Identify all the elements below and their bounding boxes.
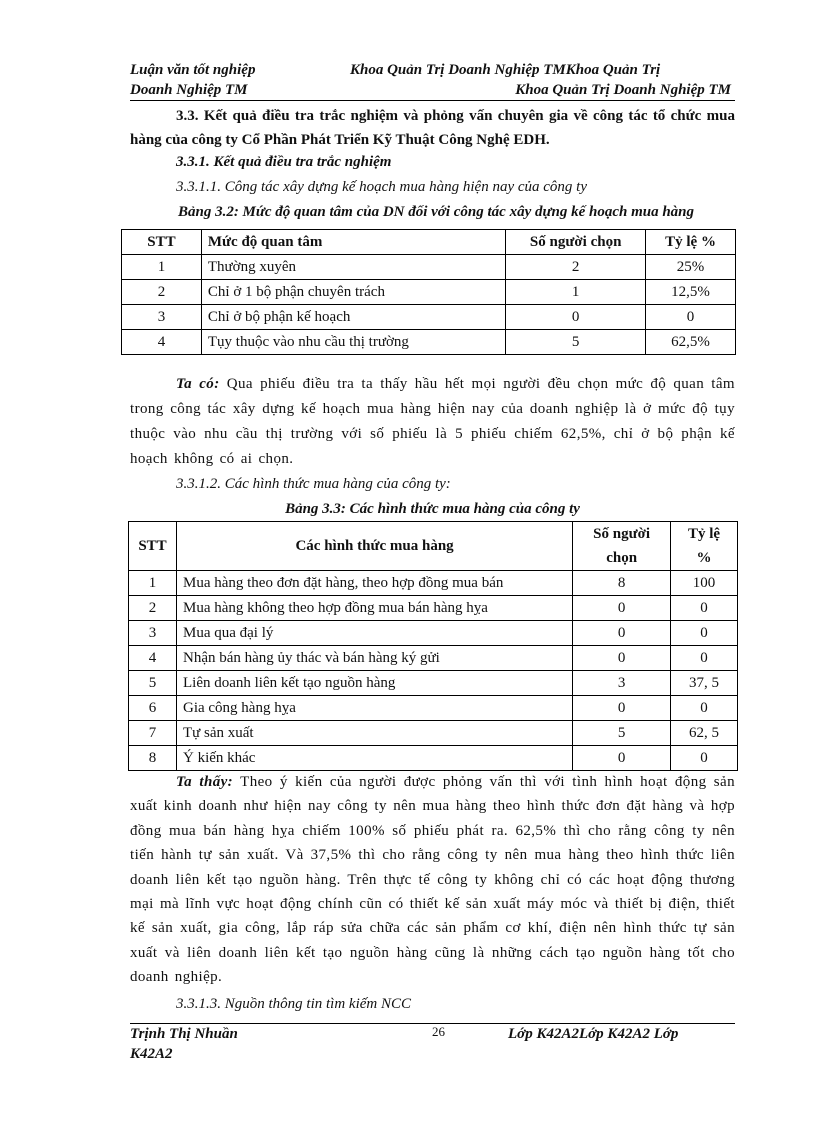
cell-purchase-form: Liên doanh liên kết tạo nguồn hàng [176, 671, 572, 696]
table1-caption: Bảng 3.2: Mức độ quan tâm của DN đối với công tác xây dựng kế hoạch mua hàng [177, 204, 695, 220]
table-row [122, 255, 736, 280]
cell-percent: 0 [671, 646, 738, 671]
cell-percent: 12,5% [646, 280, 736, 305]
cell-percent: 62,5% [646, 330, 736, 355]
subsection-heading-3-3-1-2: 3.3.1.2. Các hình thức mua hàng của công ty: [176, 476, 451, 492]
table-row [129, 621, 738, 646]
header-divider [130, 100, 735, 101]
col-header-respondents [573, 522, 671, 571]
col-header-percent-line1: Tỷ lệ [687, 526, 721, 542]
cell-interest-level: Chỉ ở 1 bộ phận chuyên trách [201, 280, 505, 305]
cell-respondents: 0 [573, 696, 671, 721]
cell-respondents: 1 [506, 280, 646, 305]
header-faculty-continued: Doanh Nghiệp TM [130, 82, 248, 98]
col-header-stt: STT [129, 522, 177, 571]
header-faculty-right: Khoa Quản Trị Doanh Nghiệp TM [515, 82, 731, 98]
cell-stt: 1 [122, 255, 202, 280]
cell-purchase-form: Tự sản xuất [176, 721, 572, 746]
cell-respondents: 0 [573, 746, 671, 771]
cell-respondents: 8 [573, 571, 671, 596]
cell-percent: 25% [646, 255, 736, 280]
cell-percent: 0 [646, 305, 736, 330]
cell-purchase-form: Ý kiến khác [176, 746, 572, 771]
subsection-heading-3-3-1-1: 3.3.1.1. Công tác xây dựng kế hoạch mua hàng hiện nay của công ty [176, 179, 588, 195]
cell-stt: 4 [122, 330, 202, 355]
cell-respondents: 3 [573, 671, 671, 696]
cell-stt: 2 [129, 596, 177, 621]
table2-caption: Bảng 3.3: Các hình thức mua hàng của công ty [285, 501, 580, 517]
col-header-interest-level: Mức độ quan tâm [201, 230, 505, 255]
cell-stt: 3 [129, 621, 177, 646]
cell-interest-level: Thường xuyên [201, 255, 505, 280]
table-row [129, 596, 738, 621]
table-row [122, 280, 736, 305]
paragraph-ta-co [130, 372, 735, 472]
cell-stt: 5 [129, 671, 177, 696]
col-header-percent [671, 522, 738, 571]
table-row [122, 330, 736, 355]
table-row [129, 696, 738, 721]
cell-stt: 4 [129, 646, 177, 671]
paragraph-lead: Ta có: [176, 376, 220, 392]
cell-percent: 0 [671, 696, 738, 721]
cell-respondents: 5 [506, 330, 646, 355]
cell-stt: 8 [129, 746, 177, 771]
subsection-heading-3-3-1: 3.3.1. Kết quả điều tra trắc nghiệm [176, 154, 392, 170]
paragraph-lead: Ta thấy: [176, 774, 234, 790]
cell-stt: 3 [122, 305, 202, 330]
col-header-stt: STT [122, 230, 202, 255]
cell-purchase-form: Nhận bán hàng ủy thác và bán hàng ký gửi [176, 646, 572, 671]
table-row [129, 646, 738, 671]
cell-interest-level: Tụy thuộc vào nhu cầu thị trường [201, 330, 505, 355]
cell-respondents: 2 [506, 255, 646, 280]
cell-respondents: 0 [573, 596, 671, 621]
cell-stt: 6 [129, 696, 177, 721]
section-heading: 3.3. Kết quả điều tra trắc nghiệm và phỏng vấn chuyên gia về công tác tổ chức mua hàng của công ty Cổ Phần Phát Triển Kỹ Thuật Công Nghệ EDH. [130, 108, 735, 148]
footer-class-continued: K42A2 [130, 1046, 173, 1062]
footer-class: Lớp K42A2Lớp K42A2 Lớp [508, 1026, 679, 1042]
table-row [129, 571, 738, 596]
cell-stt: 1 [129, 571, 177, 596]
cell-respondents: 5 [573, 721, 671, 746]
col-header-purchase-form: Các hình thức mua hàng [176, 522, 572, 571]
col-header-percent-line2: % [696, 550, 712, 566]
cell-percent: 0 [671, 621, 738, 646]
table-interest-level [121, 229, 736, 355]
cell-stt: 2 [122, 280, 202, 305]
table-header-row [129, 522, 738, 571]
col-header-respondents-line1: Số người [593, 526, 651, 542]
cell-purchase-form: Mua qua đại lý [176, 621, 572, 646]
page-number: 26 [432, 1024, 445, 1039]
cell-stt: 7 [129, 721, 177, 746]
cell-percent: 37, 5 [671, 671, 738, 696]
paragraph-body: Theo ý kiến của người được phỏng vấn thì với tình hình hoạt động sản xuất kinh doanh như hiện nay công ty nên mua hàng theo hình thức đơn đặt hàng và hợp đồng mua bán hàng hỵa chiếm 100% số phiếu phát ra. 62,5% thì cho rằng công ty nên tiến hành tự sản xuất. Và 37,5% thì cho rằng công ty nên mua hàng theo hình thức liên doanh liên kết tạo nguồn hàng. Trên thực tế công ty không chỉ có các hoạt động thương mại mà lĩnh vực hoạt động chính cũn có thiết kế sản xuất máy móc và thiết bị điện, thiết kế sản xuất, gia công, lắp ráp sửa chữa các sản phẩm cơ khí, điện nên hình thức tự sản xuất và liên doanh liên kết tạo nguồn hàng cũng là những cách tạo nguồn hàng tốt cho doanh nghiệp. [130, 774, 736, 986]
cell-respondents: 0 [573, 621, 671, 646]
table-row [129, 721, 738, 746]
header-faculty-label: Khoa Quản Trị Doanh Nghiệp TMKhoa Quản Trị [350, 62, 661, 78]
table-row [129, 746, 738, 771]
page-header-line1 [130, 62, 735, 82]
page-header-line2 [130, 82, 735, 102]
cell-purchase-form: Gia công hàng hỵa [176, 696, 572, 721]
cell-respondents: 0 [506, 305, 646, 330]
cell-percent: 0 [671, 596, 738, 621]
paragraph-ta-thay [130, 770, 735, 990]
table-row [129, 671, 738, 696]
col-header-percent: Tỷ lệ % [646, 230, 736, 255]
col-header-respondents: Số người chọn [506, 230, 646, 255]
subsection-heading-3-3-1-3: 3.3.1.3. Nguồn thông tin tìm kiếm NCC [176, 996, 412, 1012]
table-purchase-forms [128, 521, 738, 771]
cell-interest-level: Chỉ ở bộ phận kế hoạch [201, 305, 505, 330]
page-footer [130, 1026, 735, 1046]
footer-author: Trịnh Thị Nhuần [130, 1026, 238, 1042]
paragraph-body: Qua phiếu điều tra ta thấy hầu hết mọi người đều chọn mức độ quan tâm trong công tác xây dựng kế hoạch mua hàng hiện nay của doanh nghiệp là ở mức độ tụy thuộc vào nhu cầu thị trường với số phiếu là 5 phiếu chiếm 62,5%, chỉ ở bộ phận kế hoạch không có ai chọn. [130, 376, 735, 467]
header-thesis-label: Luận văn tốt nghiệp [130, 62, 256, 78]
cell-percent: 100 [671, 571, 738, 596]
table-header-row [122, 230, 736, 255]
cell-percent: 0 [671, 746, 738, 771]
col-header-respondents-line2: chọn [606, 550, 638, 566]
cell-purchase-form: Mua hàng theo đơn đặt hàng, theo hợp đồng mua bán [176, 571, 572, 596]
cell-purchase-form: Mua hàng không theo hợp đồng mua bán hàng hỵa [176, 596, 572, 621]
cell-percent: 62, 5 [671, 721, 738, 746]
cell-respondents: 0 [573, 646, 671, 671]
table-row [122, 305, 736, 330]
